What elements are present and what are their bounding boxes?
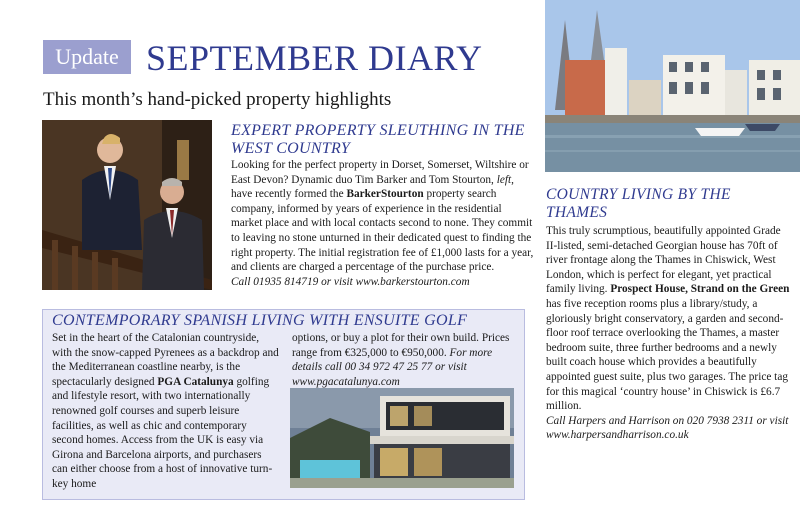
story2-text-1: Set in the heart of the Catalonian countryside, with the snow-capped Pyrenees as a backdrop and the Mediterranean coastline nearby, is the spectacularly designed: [52, 332, 279, 388]
story1-text-2: , have recently formed the: [231, 173, 514, 201]
page-subtitle: This month’s hand-picked property highlights: [43, 89, 392, 110]
story1-body: [231, 158, 534, 288]
photo-villa: [290, 388, 514, 488]
story1-text-1: Looking for the perfect property in Dorset, Somerset, Wiltshire or East Devon? Dynamic duo Tim Barker and Tom Stourton,: [231, 159, 529, 186]
photo-thames-house: [545, 0, 800, 172]
story1-headline: EXPERT PROPERTY SLEUTHING IN THE WEST COUNTRY: [231, 122, 525, 157]
story3-brand: Prospect House, Strand on the Green: [610, 283, 790, 296]
story2-brand: PGA Catalunya: [157, 375, 234, 388]
story2-body-col1: [52, 331, 280, 492]
story2-body-col2: [292, 331, 516, 389]
portrait-illustration: [42, 120, 212, 290]
story3-contact: Call Harpers and Harrison on 020 7938 2311 or visit www.harpersandharrison.co.uk: [546, 414, 789, 442]
story3-text-2: has five reception rooms plus a library/study, a gloriously bright conservatory, a garden and second-floor roof terrace overlooking the Thames, a master bedroom suite, three further bedrooms and a newly built coach house which provides a beautifully appointed guest suite, plus two garages. The price tag for this magical ‘country house’ in Chiswick is £6.7 million.: [546, 297, 788, 413]
story2-text-2: golfing and lifestyle resort, with two internationally renowned golf courses and superb leisure facilities, as well as chic and contemporary second homes. Access from the UK is easy via Girona and Barcelona airports, and purchasers can either choose from a host of innovative turn-key home: [52, 375, 273, 490]
story1-left-caption: left: [496, 173, 512, 186]
story2-contact: For more details call 00 34 972 47 25 77 or visit www.pgacatalunya.com: [292, 346, 493, 388]
photo-barker-stourton: [42, 120, 212, 290]
story1-brand: BarkerStourton: [346, 188, 424, 201]
thames-illustration: [545, 0, 800, 172]
section-badge: Update: [43, 40, 131, 74]
story1-contact: Call 01935 814719 or visit www.barkerstourton.com: [231, 275, 470, 288]
villa-illustration: [290, 388, 514, 488]
story1-text-3: property search company, informed by years of experience in the residential market place and with local contacts second to none. They commit to leaving no stone unturned in their dedicated quest to finding the right property. The initial registration fee of £1,000 lasts for a year, and clients are charged a percentage of the purchase price.: [231, 188, 534, 274]
story3-text-1: This truly scrumptious, beautifully appointed Grade II-listed, semi-detached Georgian house has 70ft of river frontage along the Thames in Chiswick, West London, which is perfect for elegant, yet practical family living.: [546, 225, 781, 296]
page-title: SEPTEMBER DIARY: [146, 38, 483, 78]
story3-headline: COUNTRY LIVING BY THE THAMES: [546, 186, 731, 221]
story2-text-3: options, or buy a plot for their own build. Prices range from €325,000 to €950,000.: [292, 332, 510, 359]
story3-body: [546, 224, 791, 443]
story2-headline: CONTEMPORARY SPANISH LIVING WITH ENSUITE GOLF: [52, 312, 468, 329]
